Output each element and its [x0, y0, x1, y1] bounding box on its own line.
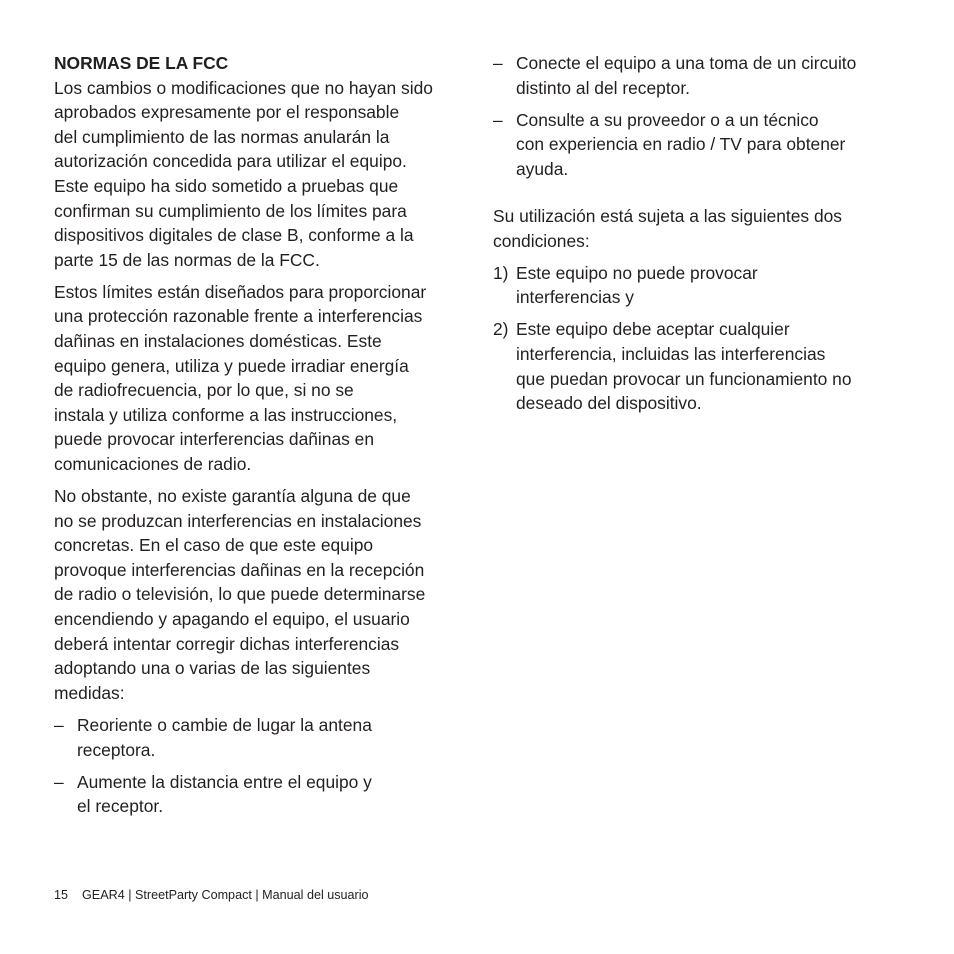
bullet-mark: –	[493, 109, 503, 130]
conditions-intro: Su utilización está sujeta a las siguientes dos condiciones:	[493, 205, 842, 251]
condition-number: 2)	[493, 319, 509, 340]
bullet-text: Consulte a su proveedor o a un técnico con experiencia en radio / TV para obtener ayuda.	[516, 109, 846, 179]
condition-number: 1)	[493, 262, 509, 283]
spacer	[493, 189, 913, 204]
bullet-item	[54, 770, 474, 819]
section-heading: NORMAS DE LA FCC	[54, 53, 229, 73]
paragraph: Estos límites están diseñados para proporcionar una protección razonable frente a interferencias dañinas en instalaciones domésticas. Este equipo genera, utiliza y puede irradiar energía de radiofrecuencia, por lo que, si no se instala y utiliza conforme a las instrucciones, puede provocar interferencias dañinas en comunicaciones de radio.	[54, 281, 427, 474]
bullet-item	[493, 108, 913, 182]
condition-item	[493, 261, 913, 310]
bullet-mark: –	[493, 53, 503, 73]
bullet-mark: –	[54, 771, 64, 792]
page-number: 15	[54, 888, 69, 902]
bullet-text: Aumente la distancia entre el equipo y el receptor.	[77, 771, 372, 817]
bullet-text: Reoriente o cambie de lugar la antena receptora.	[77, 714, 372, 760]
right-column	[493, 51, 913, 423]
footer-text: GEAR4 | StreetParty Compact | Manual del usuario	[82, 888, 369, 902]
bullet-item	[54, 713, 474, 762]
paragraph: No obstante, no existe garantía alguna de que no se produzcan interferencias en instalaciones concretas. En el caso de que este equipo provoque interferencias dañinas en la recepción de radio o televisión, lo que puede determinarse encendiendo y apagando el equipo, el usuario deberá intentar corregir dichas interferencias adoptando una o varias de las siguientes medidas:	[54, 486, 426, 703]
paragraph: Los cambios o modificaciones que no hayan sido aprobados expresamente por el responsable del cumplimiento de las normas anularán la autorización concedida para utilizar el equipo. Este equipo ha sido sometido a pruebas que confirman su cumplimiento de los límites para dispositivos digitales de clase B, conforme a la parte 15 de las normas de la FCC.	[54, 77, 433, 270]
bullet-mark: –	[54, 714, 64, 735]
condition-text: Este equipo no puede provocar interferencias y	[516, 262, 758, 308]
page-footer	[54, 887, 369, 903]
condition-text: Este equipo debe aceptar cualquier interferencia, incluidas las interferencias que puedan provocar un funcionamiento no deseado del dispositivo.	[516, 319, 852, 414]
left-column	[54, 51, 474, 826]
bullet-text: Conecte el equipo a una toma de un circuito distinto al del receptor.	[516, 53, 857, 98]
condition-item	[493, 317, 913, 415]
bullet-item	[493, 51, 913, 100]
